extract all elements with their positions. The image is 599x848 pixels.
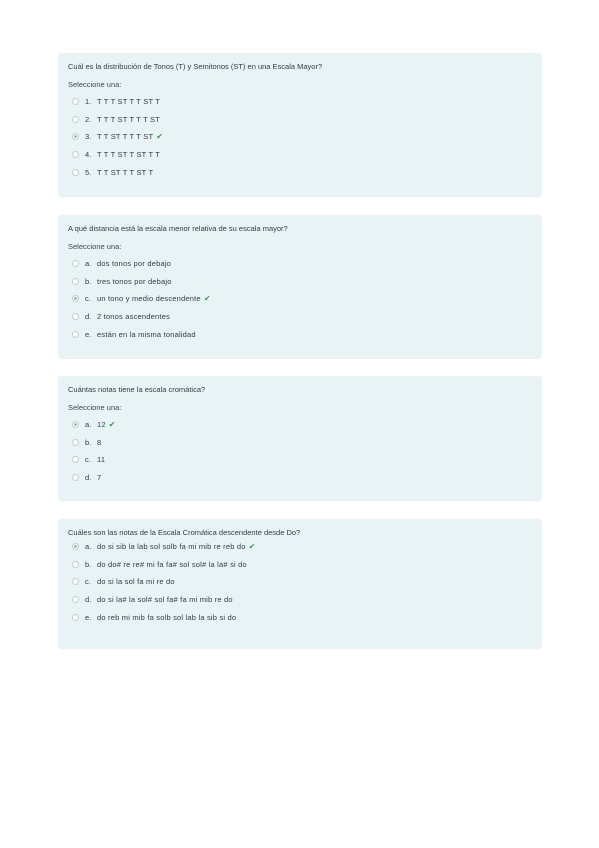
answer-text: T T T ST T ST T T	[97, 150, 161, 160]
answer-letter: e.	[85, 612, 92, 622]
answer-list	[68, 255, 532, 343]
check-icon: ✔	[108, 419, 116, 429]
answer-text: do si la# la sol# sol fa# fa mi mib re do	[97, 595, 233, 605]
select-one-prompt: Seleccione una:	[68, 242, 122, 251]
answer-option-d[interactable]	[68, 469, 532, 487]
answer-letter: a.	[85, 420, 92, 430]
radio-button-selected[interactable]	[72, 295, 79, 302]
answer-option-b[interactable]	[68, 434, 532, 452]
answer-text: T T T ST T T ST T	[97, 97, 161, 107]
answer-list	[68, 416, 532, 486]
answer-text: 8	[97, 437, 102, 447]
question-card-2	[58, 215, 542, 359]
radio-button[interactable]	[72, 456, 79, 463]
answer-number: 3.	[85, 132, 92, 142]
question-text: Cuál es la distribución de Tonos (T) y Semitonos (ST) en una Escala Mayor?	[68, 62, 323, 71]
answer-option-b[interactable]	[68, 556, 532, 574]
answer-letter: b.	[85, 559, 92, 569]
answer-text: T T T ST T T T ST	[97, 114, 161, 124]
answer-letter: a.	[85, 259, 92, 269]
answer-text: 12	[97, 420, 106, 430]
answer-option-4[interactable]	[68, 146, 532, 164]
answer-letter: a.	[85, 542, 92, 552]
answer-option-c[interactable]	[68, 451, 532, 469]
radio-button[interactable]	[72, 313, 79, 320]
question-text: A qué distancia está la escala menor relativa de su escala mayor?	[68, 224, 288, 233]
radio-button[interactable]	[72, 278, 79, 285]
answer-letter: e.	[85, 329, 92, 339]
answer-text: do reb mi mib fa solb sol lab la sib si do	[97, 612, 237, 622]
answer-option-e[interactable]	[68, 608, 532, 626]
radio-button-selected[interactable]	[72, 421, 79, 428]
answer-text: do do# re re# mi fa fa# sol sol# la la# si do	[97, 559, 247, 569]
answer-option-5[interactable]	[68, 163, 532, 181]
answer-text: un tono y medio descendente	[97, 294, 201, 304]
radio-button[interactable]	[72, 98, 79, 105]
radio-button-selected[interactable]	[72, 133, 79, 140]
answer-text: do si sib la lab sol solb fa mi mib re reb do	[97, 542, 246, 552]
radio-button[interactable]	[72, 474, 79, 481]
answer-letter: d.	[85, 312, 92, 322]
answer-option-a[interactable]	[68, 538, 532, 556]
answer-number: 5.	[85, 167, 92, 177]
radio-button[interactable]	[72, 151, 79, 158]
answer-option-c[interactable]	[68, 573, 532, 591]
check-icon: ✔	[156, 131, 163, 141]
answer-option-e[interactable]	[68, 325, 532, 343]
answer-text: 2 tonos ascendentes	[97, 312, 171, 322]
answer-list	[68, 538, 532, 626]
answer-number: 1.	[85, 97, 92, 107]
check-icon: ✔	[203, 293, 211, 303]
answer-option-b[interactable]	[68, 273, 532, 291]
answer-text: 11	[97, 455, 106, 465]
answer-letter: c.	[85, 294, 91, 304]
answer-option-1[interactable]	[68, 93, 532, 111]
answer-text: T T ST T T T ST	[97, 132, 154, 142]
answer-list	[68, 93, 532, 181]
select-one-prompt: Seleccione una:	[68, 403, 122, 412]
question-card-1	[58, 53, 542, 197]
answer-number: 4.	[85, 150, 92, 160]
answer-letter: b.	[85, 437, 92, 447]
answer-text: do si la sol fa mi re do	[97, 577, 175, 587]
radio-button[interactable]	[72, 614, 79, 621]
answer-text: están en la misma tonalidad	[97, 329, 196, 339]
answer-text: dos tonos por debajo	[97, 259, 172, 269]
question-card-4	[58, 519, 542, 649]
answer-text: tres tonos por debajo	[97, 276, 172, 286]
radio-button[interactable]	[72, 578, 79, 585]
radio-button[interactable]	[72, 331, 79, 338]
answer-letter: c.	[85, 577, 91, 587]
answer-text: 7	[97, 473, 102, 483]
radio-button[interactable]	[72, 116, 79, 123]
radio-button-selected[interactable]	[72, 543, 79, 550]
answer-option-a[interactable]	[68, 416, 532, 434]
radio-button[interactable]	[72, 596, 79, 603]
answer-option-2[interactable]	[68, 111, 532, 129]
answer-letter: d.	[85, 473, 92, 483]
answer-option-d[interactable]	[68, 591, 532, 609]
radio-button[interactable]	[72, 260, 79, 267]
answer-option-d[interactable]	[68, 308, 532, 326]
question-text: Cuántas notas tiene la escala cromática?	[68, 385, 206, 394]
radio-button[interactable]	[72, 561, 79, 568]
radio-button[interactable]	[72, 169, 79, 176]
answer-letter: d.	[85, 595, 92, 605]
radio-button[interactable]	[72, 439, 79, 446]
answer-option-a[interactable]	[68, 255, 532, 273]
check-icon: ✔	[248, 541, 256, 551]
select-one-prompt: Seleccione una:	[68, 80, 122, 89]
answer-letter: c.	[85, 455, 91, 465]
answer-letter: b.	[85, 276, 92, 286]
answer-text: T T ST T T ST T	[97, 167, 154, 177]
answer-option-c[interactable]	[68, 290, 532, 308]
answer-number: 2.	[85, 114, 92, 124]
answer-option-3[interactable]	[68, 128, 532, 146]
question-card-3	[58, 376, 542, 501]
question-text: Cuáles son las notas de la Escala Cromática descendente desde Do?	[68, 528, 301, 537]
